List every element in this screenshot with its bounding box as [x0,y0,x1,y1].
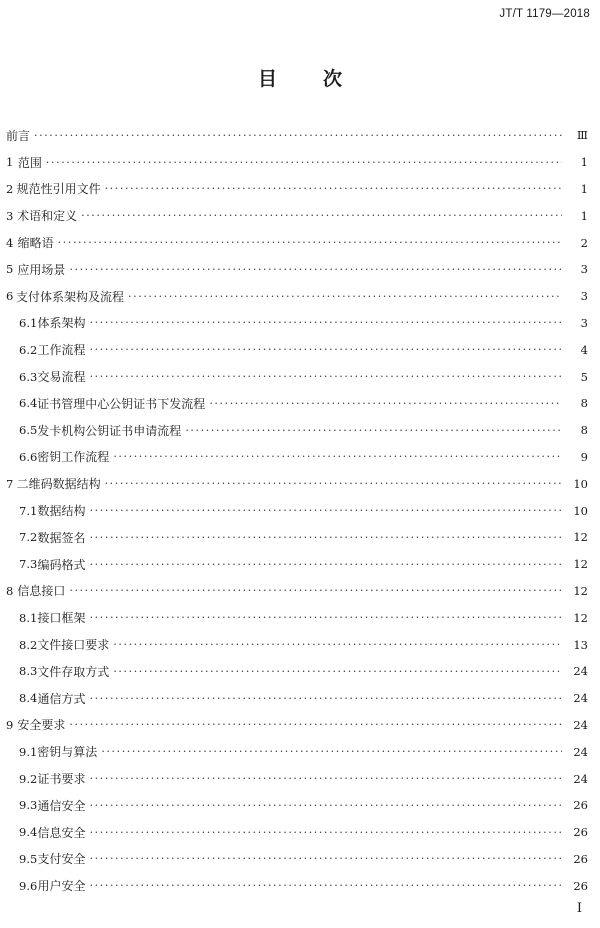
dot-leader [69,263,562,276]
toc-entry-title: 证书管理中心公钥证书下发流程 [37,396,206,411]
toc-entry[interactable] [0,497,600,524]
toc-entry-title: 密钥工作流程 [37,450,110,465]
toc-entry[interactable] [0,765,600,792]
toc-entry-title: 术语和定义 [17,209,78,224]
toc-entry-page: 26 [573,851,588,866]
dot-leader [185,424,562,437]
toc-entry-title: 工作流程 [37,343,86,358]
toc-entry[interactable] [0,685,600,712]
toc-entry[interactable] [0,631,600,658]
toc-entry-title: 数据签名 [37,530,86,545]
toc-entry-number: 8.4 [19,691,38,706]
toc-entry-page: 3 [580,289,588,304]
toc-entry-page: 13 [573,637,588,652]
toc-entry-page: 24 [573,717,588,732]
dot-leader [90,370,562,383]
toc-entry[interactable] [0,417,600,444]
toc-entry-title: 密钥与算法 [37,745,98,760]
toc-entry-title: 通信安全 [37,798,86,813]
toc-entry[interactable] [0,390,600,417]
dot-leader [58,236,562,249]
toc-entry-page: 8 [580,423,588,438]
toc-entry[interactable] [0,283,600,310]
toc-entry-number: 4 [6,235,14,250]
toc-entry[interactable] [0,470,600,497]
toc-entry-page: 26 [573,798,588,813]
dot-leader [90,343,562,356]
toc-entry[interactable] [0,176,600,203]
toc-entry-number: 1 [6,155,14,170]
title-char-2: 次 [323,68,343,90]
dot-leader [46,156,562,169]
toc-entry-page: 2 [580,235,588,250]
toc-entry[interactable] [0,738,600,765]
toc-entry-number: 9.5 [19,851,38,866]
toc-entry-page: 12 [573,583,588,598]
toc-entry-title: 文件接口要求 [37,638,110,653]
toc-entry-page: 12 [573,530,588,545]
toc-entry-page: 24 [573,691,588,706]
toc-entry[interactable] [0,872,600,899]
toc-entry-title: 缩略语 [17,236,54,251]
toc-entry-title: 前言 [6,128,31,143]
toc-entry-page: 24 [573,771,588,786]
dot-leader [113,665,562,678]
toc-entry-number: 8.2 [19,637,38,652]
dot-leader [90,531,562,544]
toc-entry-page: 8 [580,396,588,411]
toc-entry-number: 3 [6,208,14,223]
dot-leader [105,182,562,195]
page-number: Ⅰ [576,901,582,916]
toc-entry-title: 二维码数据结构 [16,477,101,492]
toc-entry-title: 信息接口 [17,584,66,599]
title-char-1: 目 [257,68,277,90]
toc-entry-number: 9.6 [19,878,38,893]
toc-entry-page: 9 [580,449,588,464]
toc-entry-title: 支付体系架构及流程 [16,289,125,304]
toc-entry-number: 9.4 [19,825,38,840]
dot-leader [81,209,562,222]
toc-entry[interactable] [0,256,600,283]
toc-entry-page: 26 [573,825,588,840]
toc-entry-title: 信息安全 [37,825,86,840]
toc-entry-title: 范围 [17,155,42,170]
dot-leader [113,450,562,463]
toc-entry-page: 12 [573,610,588,625]
toc-entry-number: 7.2 [19,530,38,545]
toc-entry[interactable] [0,122,600,149]
dot-leader [90,558,562,571]
standard-code: JT/T 1179—2018 [499,8,590,20]
toc-entry-title: 发卡机构公钥证书申请流程 [37,423,182,438]
toc-entry-page: 1 [580,181,588,196]
toc-entry[interactable] [0,149,600,176]
toc-entry-page: 1 [580,208,588,223]
toc-entry[interactable] [0,310,600,337]
dot-leader [34,129,562,142]
dot-leader [113,638,562,651]
toc-entry-title: 用户安全 [37,879,86,894]
toc-entry-number: 2 [6,181,14,196]
toc-entry-title: 支付安全 [37,852,86,867]
dot-leader [90,799,562,812]
dot-leader [90,852,562,865]
toc-entry-title: 数据结构 [37,504,86,519]
toc-entry-number: 6.4 [19,396,38,411]
toc-entry-number: 9.3 [19,798,38,813]
dot-leader [90,504,562,517]
table-of-contents [0,122,600,899]
toc-entry-number: 6 [6,289,14,304]
toc-entry-number: 6.2 [19,342,38,357]
toc-entry-page: Ⅲ [576,128,588,143]
dot-leader [90,692,562,705]
dot-leader [209,397,562,410]
toc-entry-title: 交易流程 [37,370,86,385]
dot-leader [90,826,562,839]
dot-leader [90,316,562,329]
toc-entry[interactable] [0,336,600,363]
toc-entry-page: 5 [580,369,588,384]
toc-entry-title: 编码格式 [37,557,86,572]
toc-entry-page: 1 [580,155,588,170]
dot-leader [90,611,562,624]
toc-entry-page: 10 [573,503,588,518]
toc-entry-page: 12 [573,557,588,572]
toc-entry[interactable] [0,524,600,551]
toc-entry-title: 接口框架 [37,611,86,626]
toc-entry-page: 3 [580,262,588,277]
page-title [0,64,600,91]
toc-entry[interactable] [0,202,600,229]
toc-entry[interactable] [0,604,600,631]
toc-entry-number: 9.1 [19,744,38,759]
toc-entry-title: 规范性引用文件 [16,182,101,197]
toc-entry-title: 证书要求 [37,772,86,787]
toc-entry-number: 7.1 [19,503,38,518]
toc-entry[interactable] [0,363,600,390]
dot-leader [105,477,562,490]
toc-entry-title: 体系架构 [37,316,86,331]
toc-entry[interactable] [0,551,600,578]
dot-leader [90,772,562,785]
toc-entry-title: 安全要求 [17,718,66,733]
toc-entry-page: 3 [580,315,588,330]
toc-entry-number: 7 [6,476,14,491]
toc-entry-page: 4 [580,342,588,357]
toc-entry-number: 9 [6,717,14,732]
toc-entry[interactable] [0,819,600,846]
toc-entry[interactable] [0,444,600,471]
toc-entry[interactable] [0,578,600,605]
toc-entry[interactable] [0,658,600,685]
toc-entry[interactable] [0,712,600,739]
toc-entry-number: 8 [6,583,14,598]
toc-entry-number: 6.3 [19,369,38,384]
toc-entry-number: 8.1 [19,610,38,625]
dot-leader [69,584,562,597]
dot-leader [128,290,562,303]
toc-entry[interactable] [0,846,600,873]
dot-leader [69,718,562,731]
toc-entry[interactable] [0,792,600,819]
toc-entry[interactable] [0,229,600,256]
toc-entry-number: 5 [6,262,14,277]
dot-leader [101,745,562,758]
toc-entry-number: 9.2 [19,771,38,786]
toc-entry-page: 24 [573,744,588,759]
toc-entry-title: 通信方式 [37,691,86,706]
toc-entry-number: 6.5 [19,423,38,438]
toc-entry-title: 应用场景 [17,262,66,277]
toc-entry-number: 8.3 [19,664,38,679]
toc-entry-page: 24 [573,664,588,679]
toc-entry-number: 6.1 [19,315,38,330]
toc-entry-number: 7.3 [19,557,38,572]
dot-leader [90,879,562,892]
toc-entry-number: 6.6 [19,449,38,464]
toc-entry-title: 文件存取方式 [37,664,110,679]
toc-entry-page: 10 [573,476,588,491]
toc-entry-page: 26 [573,878,588,893]
